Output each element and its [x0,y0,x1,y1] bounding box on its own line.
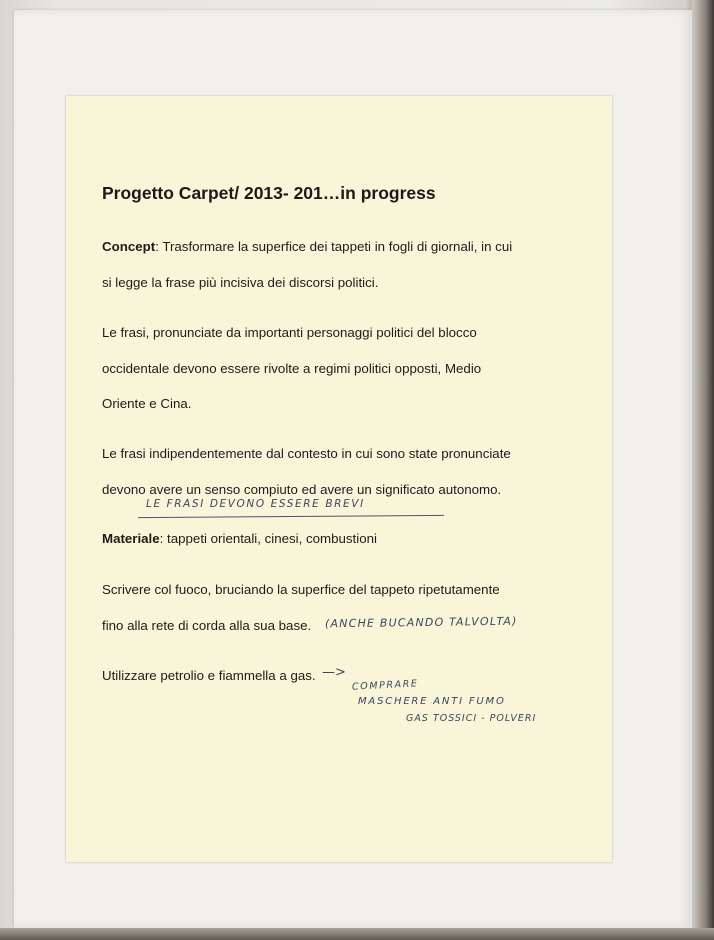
paragraph-3-line-1: Le frasi indipendentemente dal contesto in cui sono state pronunciate [102,446,511,461]
material-label: Materiale [102,531,160,546]
concept-line-1 [102,238,512,255]
paragraph-2-line-1: Le frasi, pronunciate da importanti personaggi politici del blocco [102,325,477,340]
material-text: : tappeti orientali, cinesi, combustioni [159,531,377,546]
paragraph-5-line-1: Scrivere col fuoco, bruciando la superfice del tappeto ripetutamente [102,582,500,597]
handwritten-note-masks: MASCHERE ANTI FUMO [358,696,506,707]
handwritten-note-brevity: LE FRASI DEVONO ESSERE BREVI [146,498,365,510]
document-title: Progetto Carpet/ 2013- 201…in progress [102,183,436,203]
concept-text-1: : Trasformare la superfice dei tappeti in fogli di giornali, in cui [155,239,513,254]
concept-line-2: si legge la frase più incisiva dei discorsi politici. [102,275,379,290]
material-line [102,530,377,547]
handwritten-note-gases: GAS TOSSICI - POLVERI [406,713,537,724]
paragraph-2-line-2: occidentale devono essere rivolte a regimi politici opposti, Medio [102,361,482,376]
paragraph-2-line-3: Oriente e Cina. [102,396,192,411]
album-spine-edge [692,0,714,940]
concept-label: Concept [102,239,156,254]
paragraph-5-line-2: fino alla rete di corda alla sua base. [102,618,312,633]
handwritten-arrow: —> [322,665,346,680]
paragraph-3-line-2: devono avere un senso compiuto ed avere un significato autonomo. [102,482,502,497]
typed-sheet [66,96,612,862]
handwritten-note-buy: COMPRARE [351,678,419,693]
handwritten-note-burning: (ANCHE BUCANDO TALVOLTA) [324,614,518,631]
album-bottom-edge [0,928,714,940]
paragraph-6-line-1: Utilizzare petrolio e fiammella a gas. [102,668,316,683]
